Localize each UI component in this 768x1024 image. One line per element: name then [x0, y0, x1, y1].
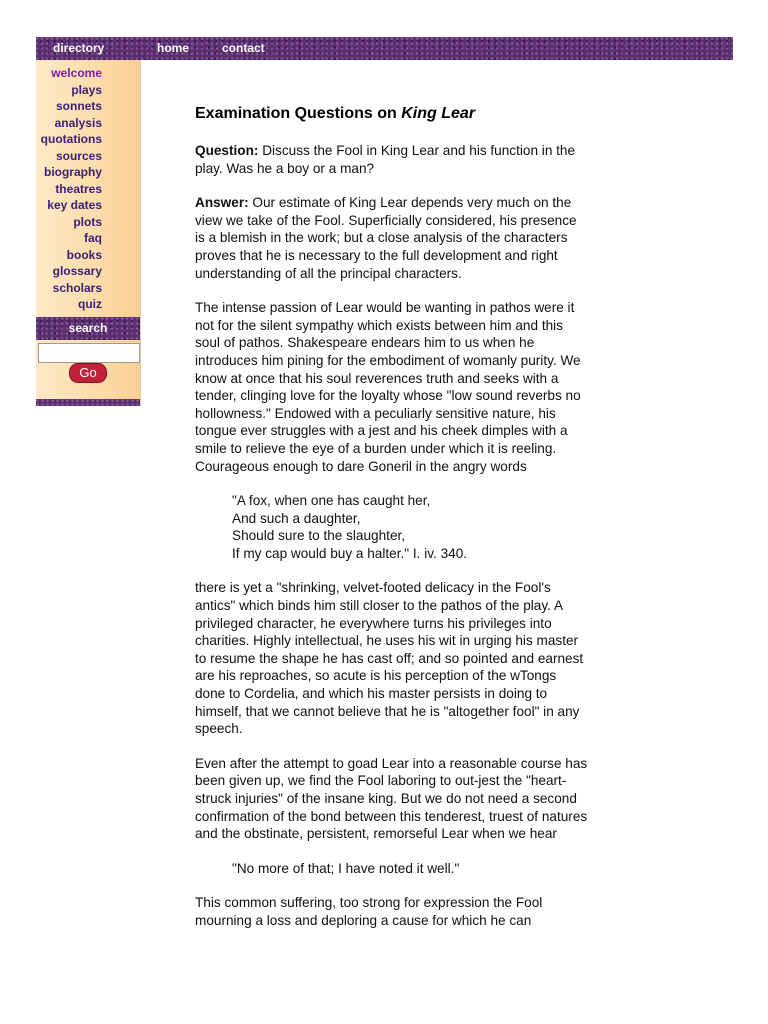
- sidebar: [36, 60, 141, 406]
- article: [195, 104, 590, 947]
- verse-line: "A fox, when one has caught her,: [232, 493, 431, 509]
- sidebar-link-quiz[interactable]: quiz: [78, 297, 102, 311]
- sidebar-link-faq[interactable]: faq: [84, 231, 102, 245]
- title-text: Examination Questions on: [195, 105, 402, 122]
- paragraph-3: there is yet a "shrinking, velvet-footed delicacy in the Fool's antics" which binds him still closer to the pathos of the play. A privileged character, he everywhere turns his privileges into charities. Highly intellectual, he uses his wit in urging his master to resume the shape he has cast off; and so pointed and earnest are his reproaches, so acute is his perception of the wTongs done to Cordelia, and which his master persists in doing to himself, that we cannot believe that he is "altogether fool" in any speech.: [195, 580, 584, 737]
- question-text: Discuss the Fool in King Lear and his function in the play. Was he a boy or a man?: [195, 143, 576, 176]
- verse-line: "No more of that; I have noted it well.": [232, 860, 460, 876]
- sidebar-link-scholars[interactable]: scholars: [52, 280, 102, 295]
- sidebar-link-key-dates[interactable]: key dates: [47, 198, 102, 212]
- answer-text: Our estimate of King Lear depends very much on the view we take of the Fool. Superficially considered, his presence is a blemish in the work; but a close analysis of the characters proves that he is necessary to the full development and right understanding of all the principal characters.: [195, 195, 577, 281]
- paragraph-4: Even after the attempt to goad Lear into a reasonable course has been given up, we find the Fool laboring to out-jest the "heart- struck injuries" of the insane king. But we do not need a second confirmation of the bond between this tenderest, truest of natures and the obstinate, persistent, remorseful Lear when we hear: [195, 755, 588, 842]
- sidebar-link-glossary[interactable]: glossary: [52, 264, 102, 278]
- verse-line: If my cap would buy a halter." I. iv. 340.: [232, 545, 468, 561]
- verse-quote-1: [232, 492, 590, 562]
- go-button[interactable]: Go: [69, 363, 107, 383]
- title-italic: King Lear: [401, 105, 476, 122]
- search-heading: search: [36, 317, 140, 340]
- nav-contact[interactable]: contact: [222, 41, 265, 55]
- sidebar-link-welcome[interactable]: welcome: [51, 66, 102, 80]
- nav-home[interactable]: home: [157, 41, 190, 55]
- answer-paragraph: [195, 194, 590, 282]
- answer-label: Answer:: [195, 195, 249, 211]
- sidebar-link-analysis[interactable]: analysis: [54, 115, 102, 130]
- sidebar-link-biography[interactable]: biography: [43, 165, 102, 179]
- sidebar-links: [36, 65, 102, 313]
- question-paragraph: [195, 142, 590, 177]
- paragraph-2: The intense passion of Lear would be wanting in pathos were it not for the silent sympathy which exists between him and this soul of pathos. Shakespeare endears him to us when he introduces him pining for the embodiment of womanly purity. We know at once that his soul reverences truth and seeks with a tender, clinging love for the loyalty whose "low sound reverbs no hollowness." Endowed with a peculiarly sensitive nature, his tongue ever struggles with a jest and his cheek dimples with a smile to relieve the eye of a burden under which it is reeling. Courageous enough to dare Goneril in the angry words: [195, 300, 581, 474]
- sidebar-link-theatres[interactable]: theatres: [55, 181, 102, 196]
- sidebar-link-books[interactable]: books: [66, 247, 102, 262]
- sidebar-link-sources[interactable]: sources: [55, 148, 102, 163]
- verse-line: Should sure to the slaughter,: [232, 528, 406, 544]
- sidebar-link-sonnets[interactable]: sonnets: [55, 99, 102, 113]
- sidebar-link-plots[interactable]: plots: [73, 214, 102, 229]
- question-label: Question:: [195, 143, 259, 158]
- page-title: [195, 104, 590, 124]
- top-navigation-bar: [36, 37, 733, 60]
- verse-quote-2: [232, 860, 590, 878]
- search-input[interactable]: [38, 343, 140, 363]
- paragraph-5: This common suffering, too strong for expression the Fool mourning a loss and deploring a cause for which he can: [195, 895, 543, 928]
- sidebar-bottom-band: [36, 399, 140, 406]
- nav-directory[interactable]: directory: [53, 41, 105, 55]
- sidebar-link-quotations[interactable]: quotations: [40, 132, 102, 146]
- verse-line: And such a daughter,: [232, 510, 361, 526]
- sidebar-link-plays[interactable]: plays: [71, 82, 102, 97]
